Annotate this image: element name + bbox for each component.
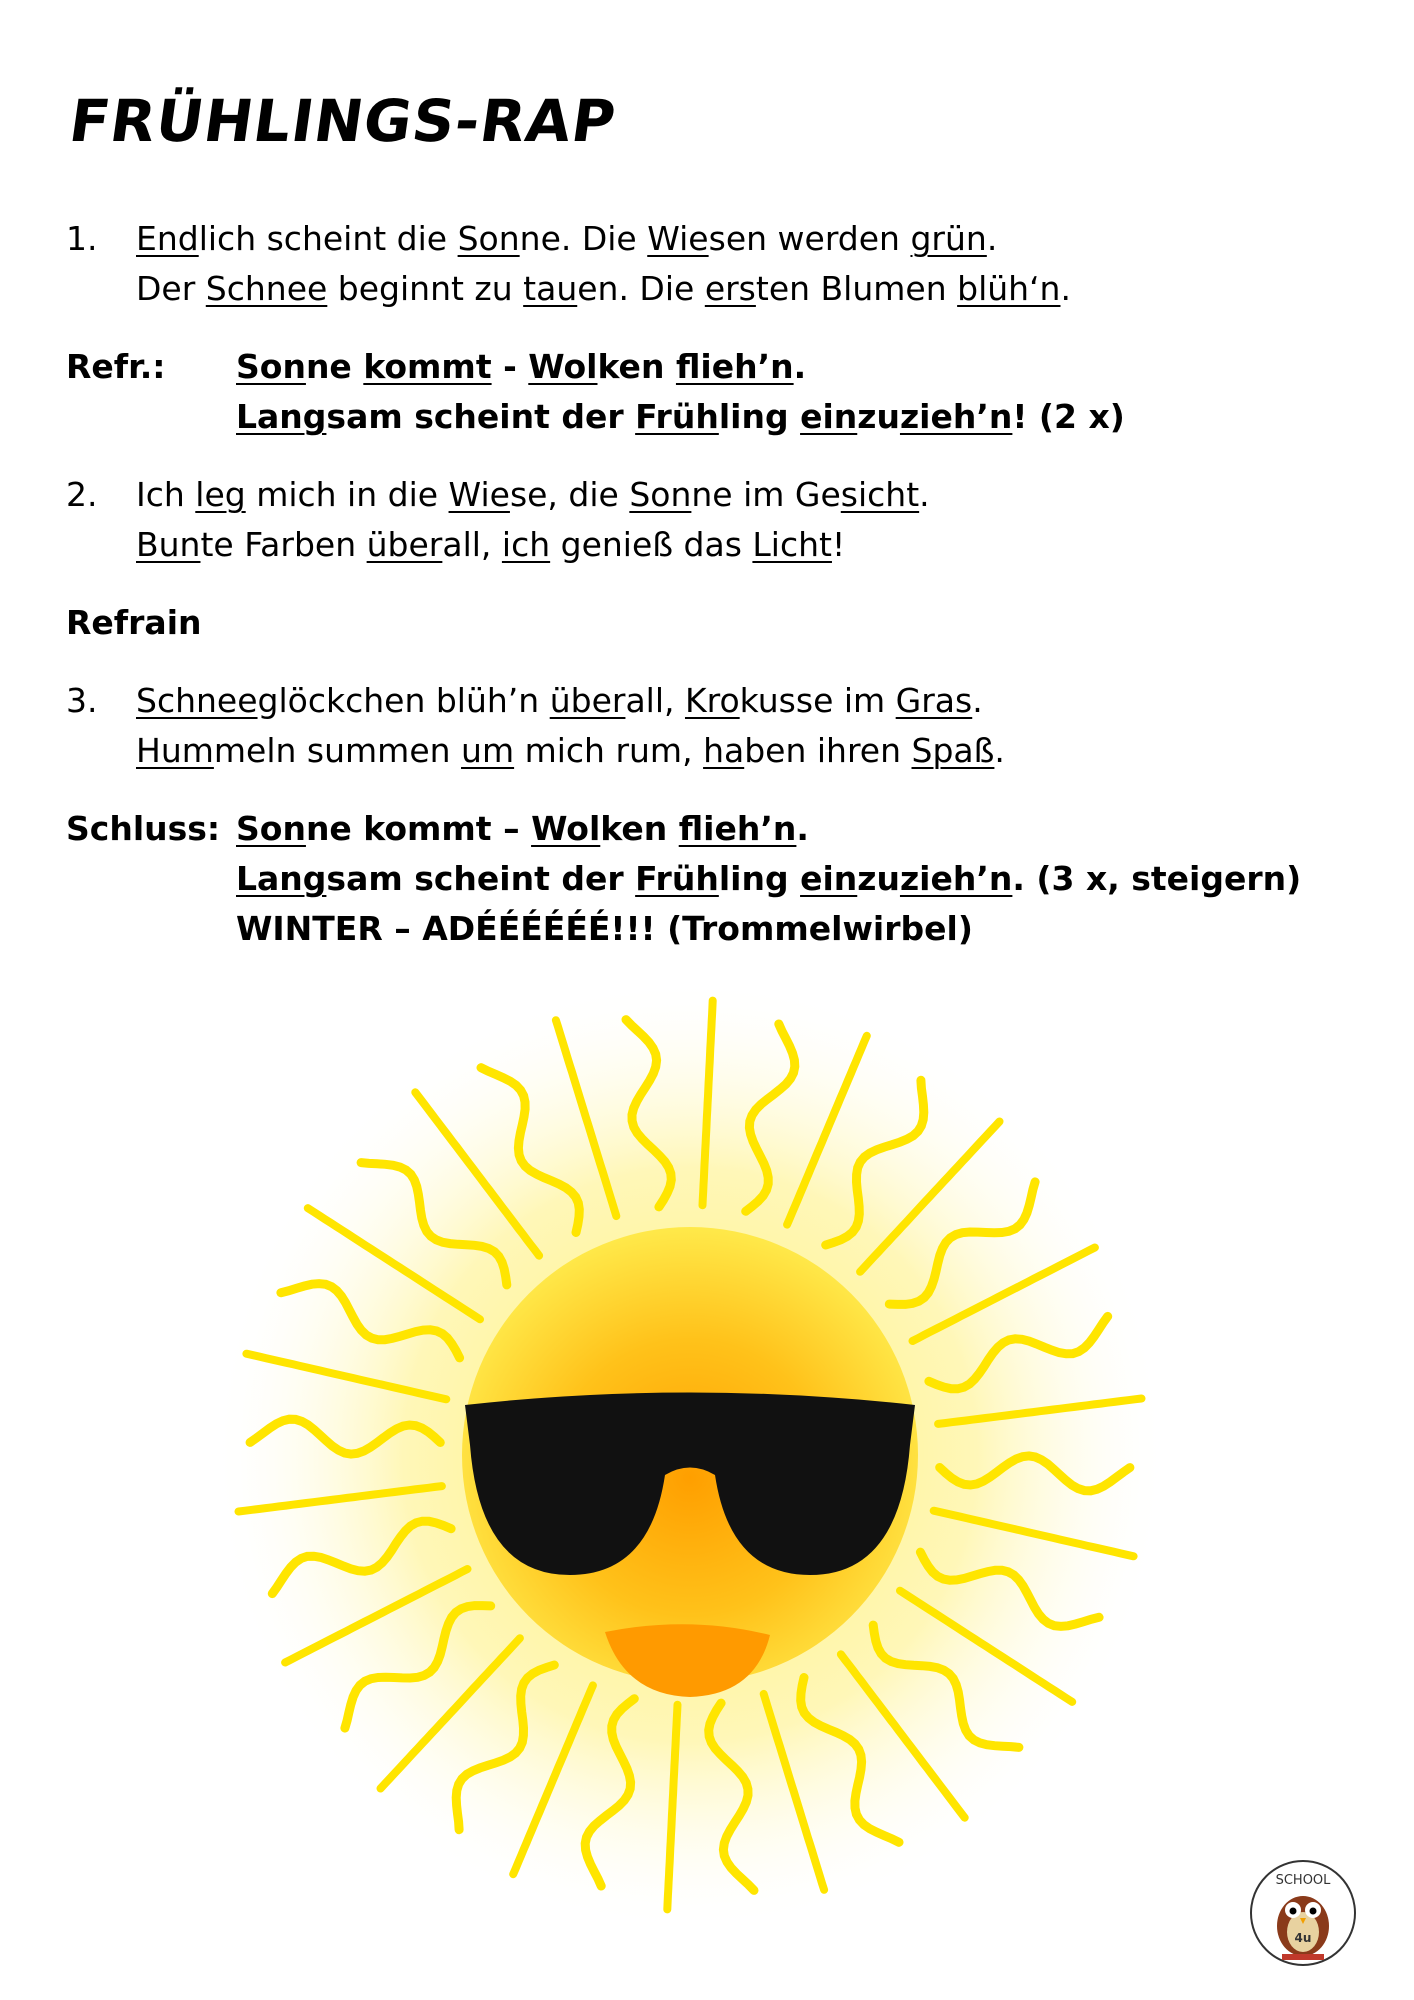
verse-1 <box>66 214 1366 314</box>
logo-mark: 4u <box>1294 1931 1312 1945</box>
lyric-line: Hummeln summen um mich rum, haben ihren Spaß. <box>136 731 1005 770</box>
refrain-repeat: Refrain <box>66 603 202 642</box>
refrain-line: Sonne kommt - Wolken flieh’n. <box>236 347 807 386</box>
verse-3 <box>66 676 1366 776</box>
verse-number: 1. <box>66 219 98 258</box>
ending-line: Langsam scheint der Frühling einzuzieh’n. (3 x, steigern) <box>236 859 1302 898</box>
lyric-line: Ich leg mich in die Wiese, die Sonne im Gesicht. <box>136 475 930 514</box>
verse-number: 3. <box>66 681 98 720</box>
lyric-line: Der Schnee beginnt zu tauen. Die ersten Blumen blüh‘n. <box>136 269 1071 308</box>
page-title: FRÜHLINGS-RAP <box>65 87 621 155</box>
lyric-line: Schneeglöckchen blüh’n überall, Krokusse im Gras. <box>136 681 983 720</box>
ending <box>66 804 1366 954</box>
ending-line: Sonne kommt – Wolken flieh’n. <box>236 809 809 848</box>
ending-label: Schluss: <box>66 809 221 848</box>
verse-number: 2. <box>66 475 98 514</box>
lyric-line: Endlich scheint die Sonne. Die Wiesen werden grün. <box>136 219 998 258</box>
lyric-line: Bunte Farben überall, ich genieß das Licht! <box>136 525 846 564</box>
sun-with-sunglasses-illustration <box>210 975 1170 1935</box>
verse-2 <box>66 470 1366 570</box>
school-4u-logo <box>1248 1858 1358 1968</box>
refrain <box>66 342 1366 442</box>
lyrics <box>66 214 1366 954</box>
logo-text: SCHOOL <box>1275 1873 1331 1888</box>
refrain-label: Refr.: <box>66 347 166 386</box>
refrain-line: Langsam scheint der Frühling einzuzieh’n! (2 x) <box>236 397 1125 436</box>
ending-line: WINTER – ADÉÉÉÉÉÉ!!! (Trommelwirbel) <box>236 909 973 948</box>
